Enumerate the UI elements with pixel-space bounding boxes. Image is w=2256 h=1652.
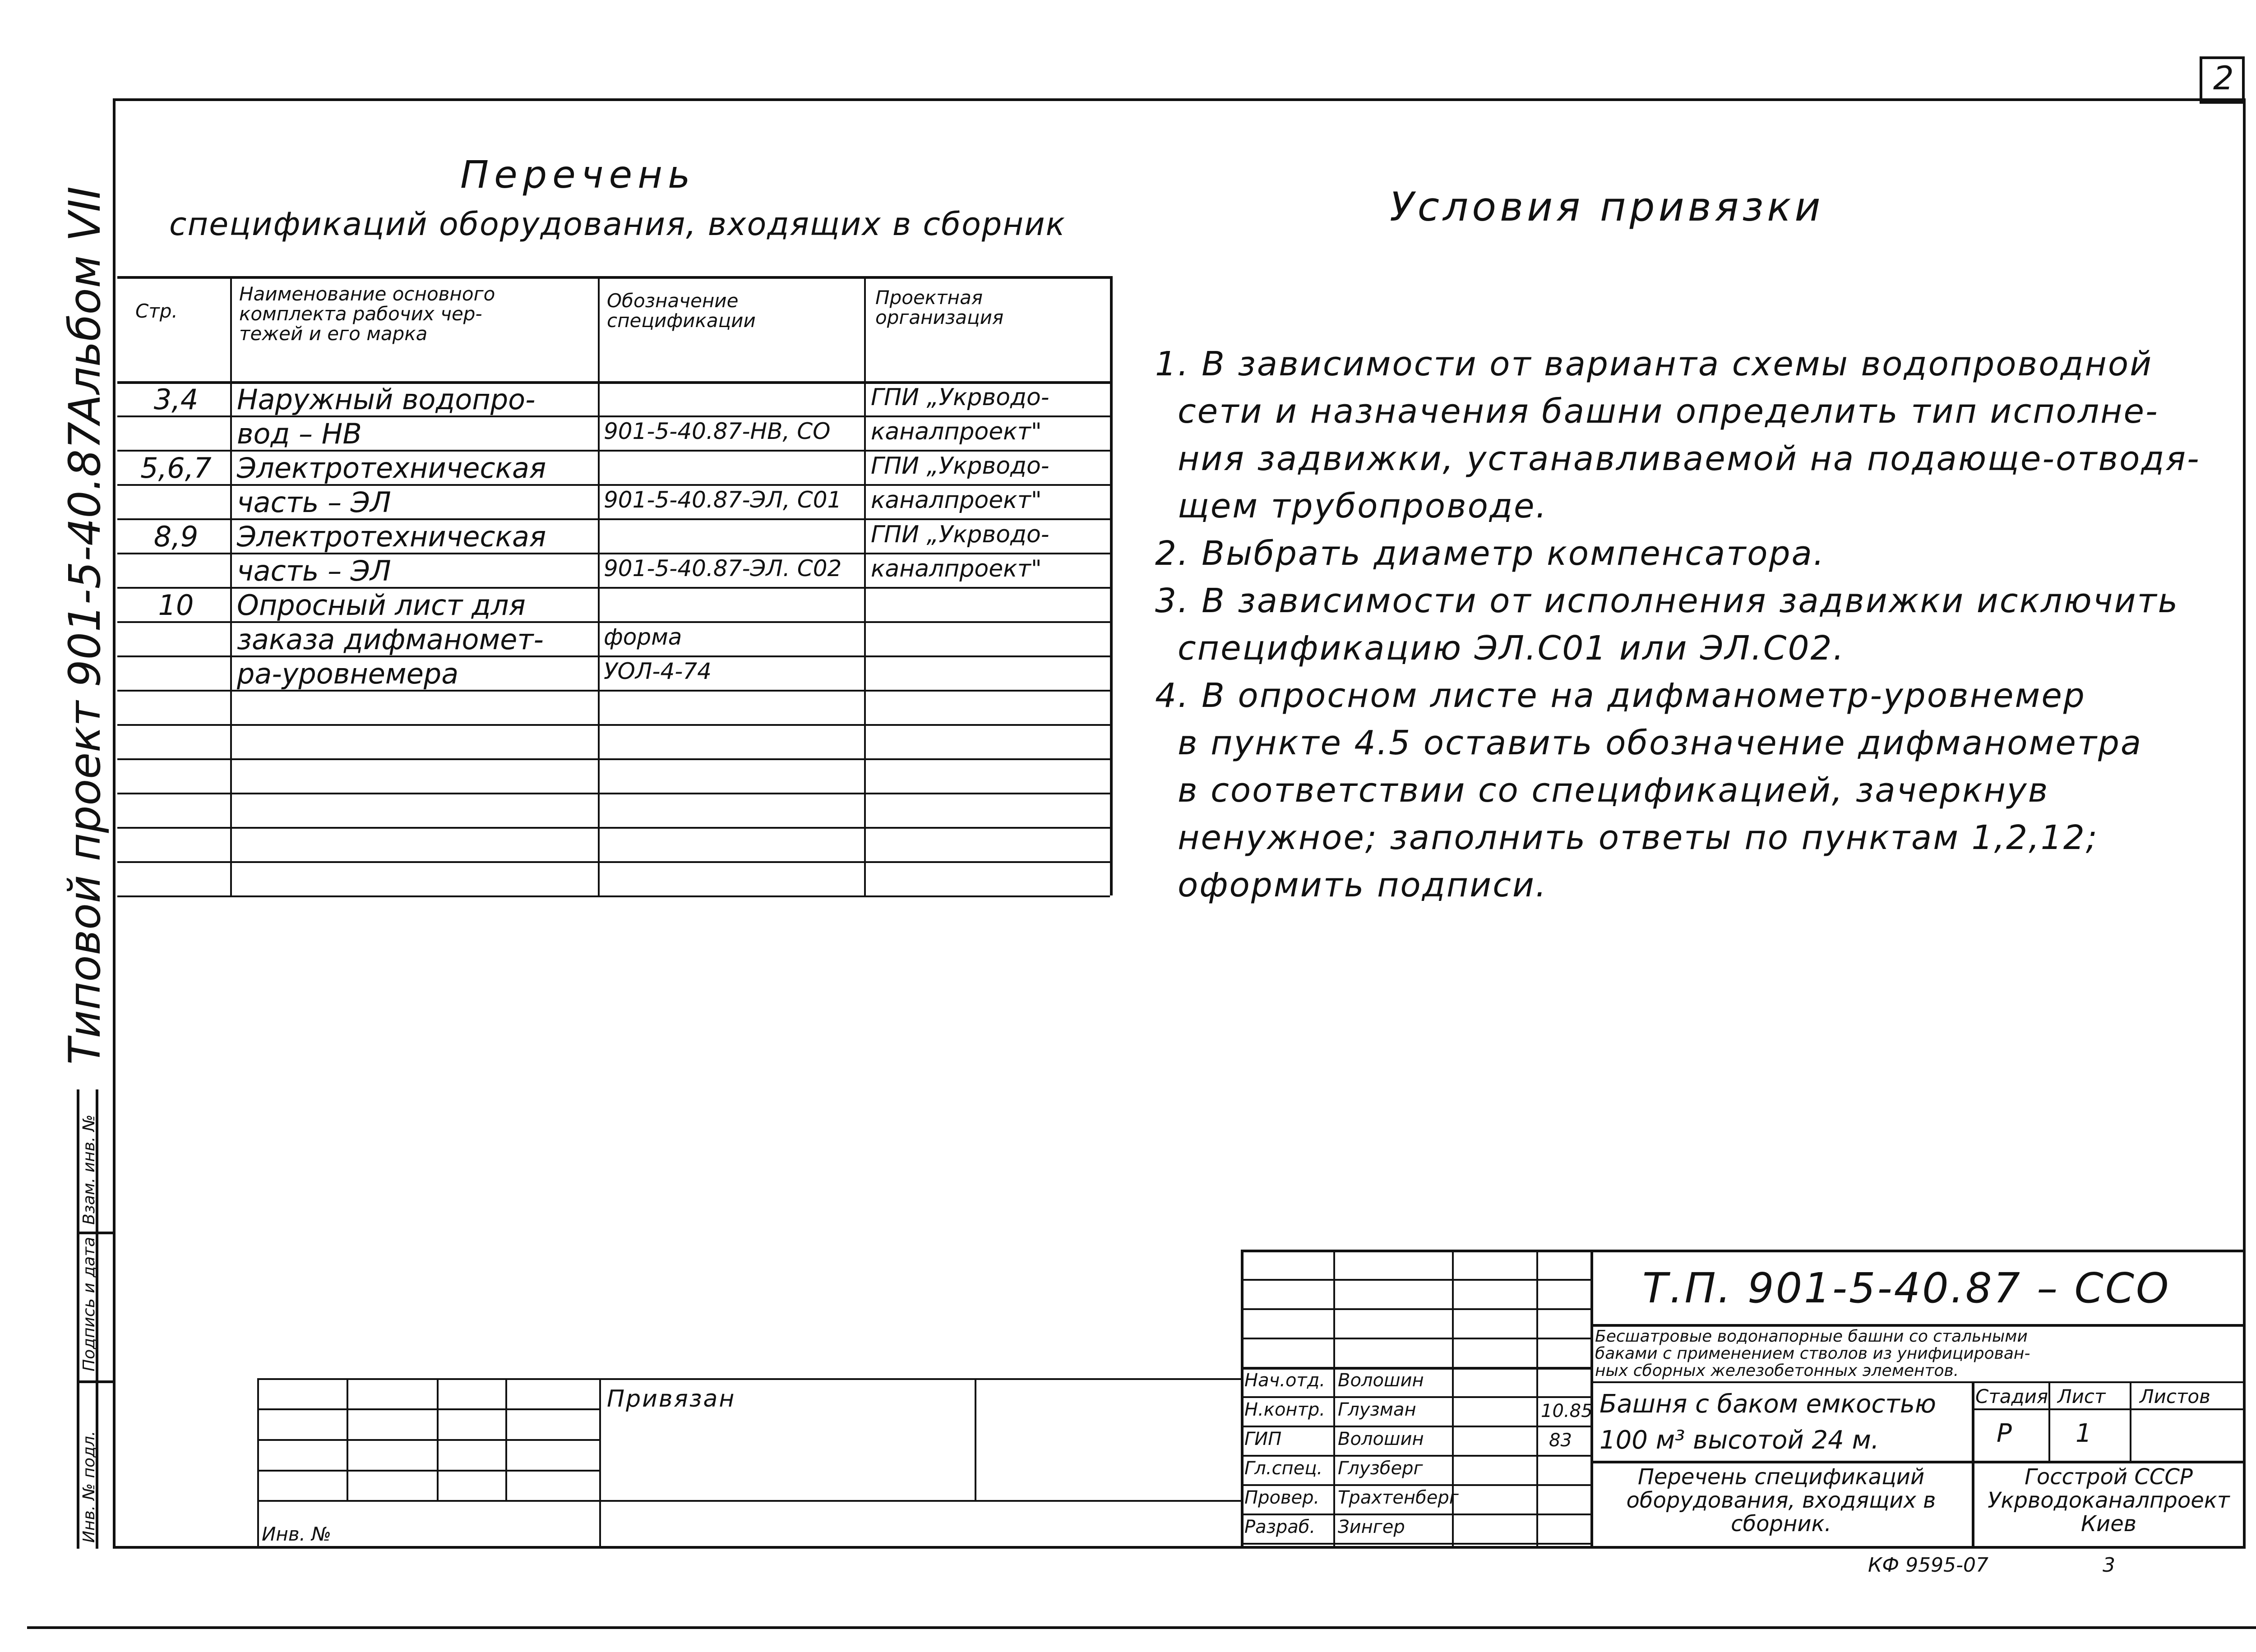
- tb-sheet-title-line: сборник.: [1731, 1511, 1831, 1537]
- conditions-title: Условия привязки: [1390, 184, 1824, 230]
- priv-v0: [257, 1378, 259, 1549]
- tb-name: Волошин: [1338, 1370, 1424, 1391]
- album-label: Альбом VII: [60, 186, 110, 424]
- condition-line: 1. В зависимости от варианта схемы водопроводной: [1155, 345, 2153, 383]
- tb-code: Т.П. 901-5-40.87 – ССО: [1642, 1264, 2171, 1312]
- table-cell: 901-5-40.87-ЭЛ. С02: [604, 555, 842, 581]
- priv-top: [257, 1378, 1241, 1380]
- tb-sheet-title-line: оборудования, входящих в: [1626, 1488, 1936, 1513]
- table-header-cell: Наименование основного комплекта рабочих чер- тежей и его марка: [239, 283, 495, 345]
- project-label: Типовой проект 901-5-40.87: [60, 421, 110, 1065]
- table-row-line: [117, 793, 1110, 794]
- table-col-line: [1110, 276, 1113, 895]
- tb-org-line: Укрводоканалпроект: [1988, 1488, 2230, 1513]
- tb-row: [1241, 1426, 1590, 1427]
- tb-object-bottom: [1590, 1461, 2246, 1463]
- footer-num: 3: [2103, 1554, 2115, 1577]
- tb-top: [1241, 1250, 2246, 1252]
- tb-sheets-label: Листов: [2140, 1385, 2210, 1407]
- privyazan-label: Привязан: [607, 1385, 736, 1412]
- list-subtitle: спецификаций оборудования, входящих в сборник: [169, 206, 1066, 243]
- table-cell: ра-уровнемера: [237, 657, 459, 690]
- table-cell: форма: [604, 624, 682, 650]
- footer-kf: КФ 9595-07: [1868, 1554, 1988, 1577]
- table-header-cell: Обозначение спецификации: [607, 290, 756, 332]
- tb-c6: [2048, 1381, 2050, 1461]
- priv-v5: [975, 1378, 976, 1500]
- tb-name: Трахтенберг: [1338, 1487, 1459, 1508]
- table-cell: вод – НВ: [237, 417, 362, 450]
- tb-role: Нач.отд.: [1244, 1370, 1326, 1391]
- tb-role: Гл.спец.: [1244, 1458, 1323, 1479]
- table-cell: Электротехническая: [237, 452, 546, 485]
- table-col-line: [598, 276, 600, 895]
- table-cell: 10: [158, 589, 194, 622]
- tb-series-bottom: [1590, 1381, 2246, 1383]
- tb-left: [1241, 1250, 1244, 1549]
- tb-c7: [2130, 1381, 2131, 1461]
- tb-row: [1241, 1338, 1590, 1339]
- table-cell: ГПИ „Укрводо-: [871, 452, 1049, 480]
- table-col-line: [864, 276, 866, 895]
- list-title: Перечень: [460, 152, 696, 197]
- table-row-line: [117, 827, 1110, 829]
- priv-r3: [257, 1470, 600, 1472]
- table-cell: 8,9: [153, 520, 199, 553]
- tb-code-bottom: [1590, 1324, 2246, 1327]
- condition-line: сети и назначения башни определить тип исполне-: [1178, 392, 2159, 431]
- table-header-cell: Проектная организация: [875, 286, 1004, 328]
- condition-line: спецификацию ЭЛ.С01 или ЭЛ.С02.: [1178, 629, 1845, 668]
- table-cell: Наружный водопро-: [237, 383, 536, 416]
- table-cell: часть – ЭЛ: [237, 486, 391, 519]
- tb-stage-hdr: [1972, 1408, 2246, 1410]
- condition-line: ния задвижки, устанавливаемой на подающе-отводя-: [1178, 439, 2201, 478]
- tb-col: [1333, 1250, 1335, 1549]
- tb-row: [1241, 1396, 1590, 1398]
- tb-object-line: 100 м³ высотой 24 м.: [1600, 1426, 1879, 1455]
- table-cell: УОЛ-4-74: [604, 658, 712, 684]
- table-row-line: [117, 895, 1110, 897]
- condition-line: щем трубопроводе.: [1178, 487, 1548, 526]
- tb-row: [1241, 1367, 1590, 1370]
- tb-stage: Р: [1997, 1419, 2012, 1448]
- stamp-signature-date: Подпись и дата: [80, 1237, 98, 1371]
- frame-left-inner: [77, 1089, 79, 1549]
- tb-role: Н.контр.: [1244, 1399, 1325, 1420]
- priv-v1: [347, 1378, 348, 1500]
- tb-org-line: Киев: [2080, 1511, 2137, 1537]
- bottom-rule: [27, 1626, 2256, 1629]
- tb-sheet: 1: [2076, 1419, 2092, 1448]
- page-number: 2: [2213, 59, 2234, 97]
- condition-line: в соответствии со спецификацией, зачеркнув: [1178, 771, 2049, 810]
- priv-v2: [437, 1378, 439, 1500]
- tb-col: [1536, 1250, 1538, 1549]
- condition-line: 3. В зависимости от исполнения задвижки исключить: [1155, 581, 2179, 620]
- priv-v4: [599, 1378, 601, 1549]
- condition-line: ненужное; заполнить ответы по пунктам 1,2,12;: [1178, 818, 2099, 857]
- priv-r1: [257, 1408, 600, 1410]
- tb-role: ГИП: [1244, 1429, 1282, 1449]
- condition-line: 4. В опросном листе на дифманометр-уровнемер: [1155, 676, 2086, 715]
- table-header-cell: Стр.: [135, 300, 178, 322]
- table-col-line: [230, 276, 232, 895]
- table-cell: каналпроект": [871, 487, 1042, 514]
- tb-mid: [1590, 1250, 1593, 1549]
- table-cell: каналпроект": [871, 555, 1042, 582]
- stamp-sep-2: [77, 1380, 113, 1383]
- condition-line: 2. Выбрать диаметр компенсатора.: [1155, 534, 1826, 573]
- tb-row: [1241, 1455, 1590, 1457]
- table-cell: Опросный лист для: [237, 589, 526, 622]
- table-cell: каналпроект": [871, 418, 1042, 445]
- table-cell: 5,6,7: [140, 452, 212, 485]
- tb-row: [1241, 1514, 1590, 1515]
- tb-row: [1241, 1308, 1590, 1310]
- table-row-line: [117, 758, 1110, 760]
- tb-name: Зингер: [1338, 1517, 1405, 1537]
- table-cell: 901-5-40.87-ЭЛ, С01: [604, 487, 842, 513]
- table-cell: Электротехническая: [237, 520, 546, 553]
- tb-date2: 83: [1549, 1430, 1572, 1451]
- tb-row: [1241, 1484, 1590, 1486]
- stamp-vzam-inv: Взам. инв. №: [80, 1114, 98, 1225]
- tb-object-line: Башня с баком емкостью: [1600, 1389, 1936, 1419]
- table-cell: ГПИ „Укрводо-: [871, 384, 1049, 411]
- tb-series-line: Бесшатровые водонапорные башни со стальными: [1595, 1327, 2028, 1346]
- tb-role: Разраб.: [1244, 1517, 1316, 1537]
- condition-line: оформить подписи.: [1178, 866, 1548, 904]
- table-row-line: [117, 724, 1110, 726]
- tb-sheet-label: Лист: [2057, 1385, 2106, 1407]
- priv-r2: [257, 1439, 600, 1441]
- table-cell: 3,4: [153, 383, 199, 416]
- tb-sheet-title-line: Перечень спецификаций: [1637, 1464, 1925, 1490]
- stamp-sep-1: [77, 1232, 113, 1234]
- condition-line: в пункте 4.5 оставить обозначение дифманометра: [1178, 724, 2143, 762]
- table-row-line: [117, 861, 1110, 863]
- table-cell: часть – ЭЛ: [237, 554, 391, 587]
- tb-name: Волошин: [1338, 1429, 1424, 1449]
- tb-row: [1241, 1543, 1590, 1545]
- tb-stage-label: Стадия: [1975, 1385, 2048, 1407]
- tb-row: [1241, 1279, 1590, 1281]
- inv-label: Инв. №: [262, 1523, 332, 1545]
- tb-name: Глузберг: [1338, 1458, 1423, 1479]
- stamp-inv-podl: Инв. № подл.: [80, 1431, 98, 1543]
- tb-role: Провер.: [1244, 1487, 1320, 1508]
- priv-r4: [257, 1500, 1241, 1502]
- tb-org-line: Госстрой СССР: [2025, 1464, 2193, 1490]
- tb-series-line: ных сборных железобетонных элементов.: [1595, 1361, 1959, 1380]
- table-top: [117, 276, 1110, 279]
- tb-series-line: баками с применением стволов из унифицирован-: [1595, 1344, 2030, 1363]
- table-cell: 901-5-40.87-НВ, СО: [604, 418, 831, 444]
- tb-date1: 10.85: [1541, 1401, 1593, 1421]
- priv-v3: [505, 1378, 507, 1500]
- tb-name: Глузман: [1338, 1399, 1416, 1420]
- table-cell: заказа дифманомет-: [237, 623, 544, 656]
- table-cell: ГПИ „Укрводо-: [871, 521, 1049, 548]
